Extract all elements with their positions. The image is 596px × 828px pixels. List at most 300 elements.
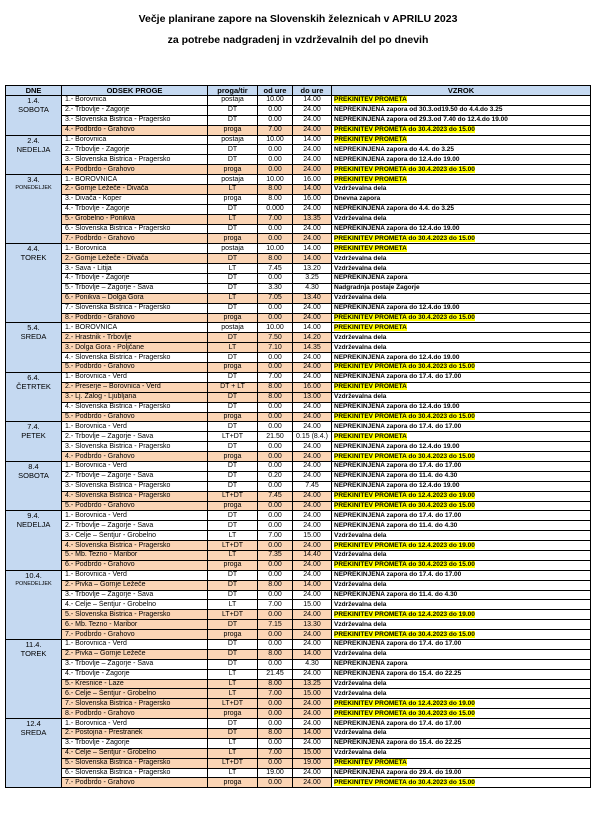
- header-proga: proga/tir: [208, 86, 258, 96]
- table-row: [6, 531, 591, 541]
- reason-text: NEPREKINJENA zapora do 17.4. do 17.00: [334, 571, 462, 579]
- track-cell: LT: [208, 748, 258, 758]
- table-header-row: [6, 86, 591, 96]
- section-cell: 4.- Podbrdo - Grahovo: [62, 165, 208, 175]
- track-cell: DT: [208, 372, 258, 382]
- reason-cell: [332, 768, 591, 778]
- track-cell: DT: [208, 590, 258, 600]
- track-cell: LT+DT: [208, 541, 258, 551]
- to-time-cell: 14.35: [293, 343, 332, 353]
- track-cell: proga: [208, 412, 258, 422]
- to-time-cell: 24.00: [293, 738, 332, 748]
- day-date: 6.4.: [27, 372, 40, 382]
- track-cell: DT: [208, 422, 258, 432]
- table-row: [6, 155, 591, 165]
- table-row: [6, 165, 591, 175]
- reason-text: PREKINITEV PROMETA do 30.4.2023 do 15.00: [334, 234, 475, 242]
- reason-text: NEPREKINJENA zapora: [334, 660, 408, 668]
- from-time-cell: 0.00: [258, 313, 293, 323]
- reason-cell: [332, 224, 591, 234]
- reason-cell: [332, 521, 591, 531]
- track-cell: LT: [208, 600, 258, 610]
- table-row: [6, 649, 591, 659]
- from-time-cell: 0.00: [258, 570, 293, 580]
- reason-text: NEPREKINJENA zapora do 4.4. do 3.25: [334, 205, 455, 213]
- reason-cell: [332, 452, 591, 462]
- from-time-cell: 7.00: [258, 372, 293, 382]
- reason-text: PREKINITEV PROMETA do 30.4.2023 do 15.00: [334, 126, 475, 134]
- table-row: [6, 669, 591, 679]
- to-time-cell: 13.30: [293, 620, 332, 630]
- from-time-cell: 8.00: [258, 185, 293, 195]
- day-date: 9.4.: [27, 511, 40, 521]
- from-time-cell: 0.00: [258, 303, 293, 313]
- table-row: [6, 392, 591, 402]
- to-time-cell: 14.40: [293, 550, 332, 560]
- track-cell: DT: [208, 570, 258, 580]
- section-cell: 8.- Podbrdo - Grahovo: [62, 709, 208, 719]
- from-time-cell: 0.00: [258, 521, 293, 531]
- to-time-cell: 13.25: [293, 679, 332, 689]
- reason-cell: [332, 165, 591, 175]
- track-cell: LT+DT: [208, 758, 258, 768]
- reason-cell: [332, 353, 591, 363]
- section-cell: 4.- Slovenska Bistrica - Pragersko: [62, 541, 208, 551]
- reason-cell: [332, 541, 591, 551]
- day-name: SREDA: [20, 728, 47, 738]
- from-time-cell: 0.00: [258, 105, 293, 115]
- reason-cell: [332, 96, 591, 106]
- track-cell: DT: [208, 303, 258, 313]
- reason-cell: [332, 175, 591, 185]
- section-cell: 3.- Trbovlje – Zagorje - Sava: [62, 659, 208, 669]
- track-cell: proga: [208, 709, 258, 719]
- section-cell: 1.- Borovnica - Verd: [62, 511, 208, 521]
- reason-text: Vzdrževalna dela: [334, 254, 387, 262]
- from-time-cell: 7.00: [258, 125, 293, 135]
- to-time-cell: 4.30: [293, 283, 332, 293]
- reason-text: NEPREKINJENA zapora od 29.3.od 7.40 do 12.4.do 19.00: [334, 116, 508, 124]
- to-time-cell: 3.25: [293, 274, 332, 284]
- table-row: [6, 511, 591, 521]
- table-row: [6, 105, 591, 115]
- to-time-cell: 14.00: [293, 96, 332, 106]
- reason-cell: [332, 758, 591, 768]
- reason-cell: [332, 709, 591, 719]
- to-time-cell: 16.00: [293, 175, 332, 185]
- reason-text: Vzdrževalna dela: [334, 689, 387, 697]
- reason-text: Vzdrževalna dela: [334, 600, 387, 608]
- reason-text: NEPREKINJENA zapora do 11.4. do 4.30: [334, 472, 458, 480]
- reason-cell: [332, 630, 591, 640]
- day-date: 5.4.: [27, 323, 40, 333]
- from-time-cell: 8.00: [258, 649, 293, 659]
- from-time-cell: 0.00: [258, 363, 293, 373]
- reason-text: PREKINITEV PROMETA do 12.4.2023 do 19.00: [334, 541, 475, 549]
- section-cell: 2.- Trbovlje - Zagorje: [62, 145, 208, 155]
- track-cell: LT: [208, 531, 258, 541]
- reason-text: PREKINITEV PROMETA do 30.4.2023 do 15.00: [334, 630, 475, 638]
- table-row: [6, 738, 591, 748]
- to-time-cell: 13.40: [293, 293, 332, 303]
- section-cell: 4.- Slovenska Bistrica - Pragersko: [62, 353, 208, 363]
- reason-cell: [332, 491, 591, 501]
- day-cell: [6, 639, 62, 718]
- table-row: [6, 234, 591, 244]
- track-cell: LT: [208, 185, 258, 195]
- table-row: [6, 313, 591, 323]
- closures-table: [5, 85, 591, 788]
- reason-text: Vzdrževalna dela: [334, 531, 387, 539]
- track-cell: DT: [208, 204, 258, 214]
- header-odsek: ODSEK PROGE: [62, 86, 208, 96]
- reason-cell: [332, 125, 591, 135]
- to-time-cell: 24.00: [293, 511, 332, 521]
- reason-cell: [332, 283, 591, 293]
- section-cell: 1.- Borovnica - Verd: [62, 719, 208, 729]
- reason-cell: [332, 194, 591, 204]
- from-time-cell: 0.00: [258, 461, 293, 471]
- track-cell: DT: [208, 639, 258, 649]
- table-row: [6, 491, 591, 501]
- section-cell: 7.- Podbrdo - Grahovo: [62, 778, 208, 788]
- from-time-cell: 7.00: [258, 689, 293, 699]
- table-row: [6, 729, 591, 739]
- track-cell: DT: [208, 283, 258, 293]
- reason-cell: [332, 254, 591, 264]
- reason-cell: [332, 679, 591, 689]
- section-cell: 2.- Trbovlje – Zagorje - Sava: [62, 471, 208, 481]
- track-cell: postaja: [208, 175, 258, 185]
- reason-cell: [332, 293, 591, 303]
- reason-text: PREKINITEV PROMETA do 12.4.2023 do 19.00: [334, 492, 475, 500]
- reason-cell: [332, 363, 591, 373]
- reason-cell: [332, 729, 591, 739]
- reason-text: PREKINITEV PROMETA do 12.4.2023 do 19.00: [334, 610, 475, 618]
- from-time-cell: 0.00: [258, 481, 293, 491]
- table-row: [6, 709, 591, 719]
- day-date: 1.4.: [27, 96, 40, 105]
- table-row: [6, 363, 591, 373]
- reason-cell: [332, 313, 591, 323]
- section-cell: 1.- BOROVNICA: [62, 175, 208, 185]
- from-time-cell: 8.00: [258, 254, 293, 264]
- to-time-cell: 14.00: [293, 323, 332, 333]
- day-name: NEDELJA: [16, 144, 51, 154]
- to-time-cell: 19.00: [293, 758, 332, 768]
- table-row: [6, 452, 591, 462]
- table-row: [6, 194, 591, 204]
- from-time-cell: 0.00: [258, 145, 293, 155]
- section-cell: 3.- Divača - Koper: [62, 194, 208, 204]
- reason-text: PREKINITEV PROMETA do 30.4.2023 do 15.00: [334, 452, 475, 460]
- to-time-cell: 24.00: [293, 363, 332, 373]
- section-cell: 3.- Dolga Gora - Poljčane: [62, 343, 208, 353]
- from-time-cell: 0.00: [258, 115, 293, 125]
- section-cell: 5.- Podbrdo - Grahovo: [62, 363, 208, 373]
- reason-cell: [332, 234, 591, 244]
- to-time-cell: 24.00: [293, 224, 332, 234]
- reason-cell: [332, 333, 591, 343]
- section-cell: 5.- Podbrdo - Grahovo: [62, 412, 208, 422]
- reason-cell: [332, 214, 591, 224]
- reason-text: PREKINITEV PROMETA do 30.4.2023 do 15.00: [334, 412, 475, 420]
- day-name: PONEDELJEK: [15, 185, 52, 192]
- track-cell: DT: [208, 620, 258, 630]
- track-cell: DT: [208, 115, 258, 125]
- section-cell: 3.- Trbovlje – Zagorje - Sava: [62, 590, 208, 600]
- to-time-cell: 24.00: [293, 165, 332, 175]
- table-row: [6, 541, 591, 551]
- table-row: [6, 214, 591, 224]
- section-cell: 5.- Podbrdo - Grahovo: [62, 501, 208, 511]
- day-cell: [6, 244, 62, 323]
- reason-cell: [332, 303, 591, 313]
- day-cell: [6, 422, 62, 462]
- from-time-cell: 0.00: [258, 738, 293, 748]
- track-cell: DT: [208, 274, 258, 284]
- reason-cell: [332, 115, 591, 125]
- track-cell: DT: [208, 719, 258, 729]
- track-cell: DT: [208, 659, 258, 669]
- day-date: 11.4.: [25, 639, 42, 649]
- table-row: [6, 402, 591, 412]
- section-cell: 3.- Slovenska Bistrica - Pragersko: [62, 155, 208, 165]
- track-cell: LT: [208, 293, 258, 303]
- day-date: 3.4.: [27, 175, 40, 185]
- section-cell: 5.- Trbovlje – Zagorje - Sava: [62, 283, 208, 293]
- table-row: [6, 758, 591, 768]
- table-row: [6, 689, 591, 699]
- section-cell: 4.- Celje – Šentjur - Grobelno: [62, 748, 208, 758]
- reason-cell: [332, 471, 591, 481]
- reason-cell: [332, 580, 591, 590]
- from-time-cell: 7.45: [258, 491, 293, 501]
- reason-text: PREKINITEV PROMETA do 30.4.2023 do 15.00: [334, 165, 475, 173]
- section-cell: 6.- Slovenska Bistrica - Pragersko: [62, 768, 208, 778]
- reason-text: PREKINITEV PROMETA: [334, 759, 407, 767]
- section-cell: 6.- Slovenska Bistrica - Pragersko: [62, 224, 208, 234]
- to-time-cell: 24.00: [293, 145, 332, 155]
- reason-cell: [332, 145, 591, 155]
- reason-text: Vzdrževalna dela: [334, 581, 387, 589]
- section-cell: 7.- Slovenska Bistrica - Pragersko: [62, 699, 208, 709]
- section-cell: 3.- Lj. Zalog - Ljubljana: [62, 392, 208, 402]
- day-cell: [6, 175, 62, 244]
- table-row: [6, 719, 591, 729]
- to-time-cell: 24.00: [293, 115, 332, 125]
- to-time-cell: 24.00: [293, 521, 332, 531]
- table-row: [6, 372, 591, 382]
- section-cell: 2.- Gornje Ležeče - Divača: [62, 254, 208, 264]
- track-cell: proga: [208, 165, 258, 175]
- track-cell: LT+DT: [208, 432, 258, 442]
- reason-text: NEPREKINJENA zapora do 12.4.do 19.00: [334, 304, 460, 312]
- day-name: PETEK: [21, 431, 46, 441]
- from-time-cell: 3.30: [258, 283, 293, 293]
- track-cell: LT: [208, 550, 258, 560]
- reason-text: PREKINITEV PROMETA do 30.4.2023 do 15.00: [334, 314, 475, 322]
- from-time-cell: 7.15: [258, 620, 293, 630]
- document-subtitle: za potrebe nadgradenj in vzdrževalnih del po dnevih: [167, 34, 429, 46]
- track-cell: DT: [208, 402, 258, 412]
- table-row: [6, 699, 591, 709]
- to-time-cell: 24.00: [293, 412, 332, 422]
- day-date: 10.4.: [25, 570, 42, 580]
- section-cell: 6.- Ponikva – Dolga Gora: [62, 293, 208, 303]
- day-cell: [6, 135, 62, 175]
- from-time-cell: 0.00: [258, 155, 293, 165]
- day-cell: [6, 323, 62, 372]
- to-time-cell: 24.00: [293, 471, 332, 481]
- to-time-cell: 16.00: [293, 194, 332, 204]
- reason-cell: [332, 244, 591, 254]
- table-row: [6, 333, 591, 343]
- to-time-cell: 24.00: [293, 709, 332, 719]
- reason-text: NEPREKINJENA zapora do 12.4.do 19.00: [334, 225, 460, 233]
- reason-text: PREKINITEV PROMETA do 30.4.2023 do 15.00: [334, 501, 475, 509]
- day-cell: [6, 511, 62, 570]
- table-row: [6, 115, 591, 125]
- reason-text: Vzdrževalna dela: [334, 749, 387, 757]
- reason-text: Vzdrževalna dela: [334, 343, 387, 351]
- to-time-cell: 24.00: [293, 155, 332, 165]
- to-time-cell: 24.00: [293, 442, 332, 452]
- track-cell: proga: [208, 125, 258, 135]
- section-cell: 1.- Borovnica - Verd: [62, 639, 208, 649]
- day-date: 4.4.: [27, 244, 40, 254]
- to-time-cell: 13.20: [293, 264, 332, 274]
- table-row: [6, 382, 591, 392]
- reason-text: NEPREKINJENA zapora do 29.4. do 19.00: [334, 769, 462, 776]
- day-date: 7.4.: [27, 422, 40, 432]
- reason-cell: [332, 719, 591, 729]
- to-time-cell: 24.00: [293, 768, 332, 778]
- to-time-cell: 24.00: [293, 699, 332, 709]
- reason-text: Vzdrževalna dela: [334, 264, 387, 272]
- from-time-cell: 0.00: [258, 165, 293, 175]
- section-cell: 2.- Pivka – Gornje Ležeče: [62, 649, 208, 659]
- track-cell: DT: [208, 254, 258, 264]
- from-time-cell: 0.00: [258, 719, 293, 729]
- day-date: 2.4.: [27, 135, 40, 145]
- day-name: ČETRTEK: [16, 381, 51, 391]
- reason-cell: [332, 639, 591, 649]
- from-time-cell: 0.00: [258, 353, 293, 363]
- to-time-cell: 0.15 (8.4.): [293, 432, 332, 442]
- to-time-cell: 24.00: [293, 234, 332, 244]
- section-cell: 7.- Slovenska Bistrica - Pragersko: [62, 303, 208, 313]
- section-cell: 6.- Podbrdo - Grahovo: [62, 560, 208, 570]
- reason-text: Vzdrževalna dela: [334, 333, 387, 341]
- to-time-cell: 15.00: [293, 689, 332, 699]
- day-name: TOREK: [20, 253, 47, 263]
- reason-cell: [332, 392, 591, 402]
- reason-cell: [332, 274, 591, 284]
- header-vzrok: VZROK: [332, 86, 591, 96]
- from-time-cell: 7.00: [258, 748, 293, 758]
- track-cell: DT: [208, 461, 258, 471]
- from-time-cell: 8.00: [258, 679, 293, 689]
- table-row: [6, 96, 591, 106]
- day-name: SREDA: [20, 332, 47, 342]
- table-row: [6, 481, 591, 491]
- table-row: [6, 185, 591, 195]
- reason-cell: [332, 669, 591, 679]
- table-row: [6, 778, 591, 788]
- track-cell: proga: [208, 560, 258, 570]
- day-cell: [6, 372, 62, 421]
- track-cell: LT: [208, 669, 258, 679]
- header-do: do ure: [293, 86, 332, 96]
- reason-cell: [332, 699, 591, 709]
- to-time-cell: 14.00: [293, 729, 332, 739]
- section-cell: 1.- Borovnica: [62, 96, 208, 106]
- from-time-cell: 0.00: [258, 442, 293, 452]
- section-cell: 1.- BOROVNICA: [62, 323, 208, 333]
- section-cell: 3.- Sava - Litija: [62, 264, 208, 274]
- reason-cell: [332, 105, 591, 115]
- from-time-cell: 8.00: [258, 382, 293, 392]
- section-cell: 2.- Postojna - Prestranek: [62, 729, 208, 739]
- from-time-cell: 10.00: [258, 323, 293, 333]
- section-cell: 4.- Trbovlje - Zagorje: [62, 204, 208, 214]
- section-cell: 2.- Trbovlje – Zagorje - Sava: [62, 432, 208, 442]
- section-cell: 3.- Slovenska Bistrica - Pragersko: [62, 481, 208, 491]
- reason-text: PREKINITEV PROMETA: [334, 383, 407, 391]
- section-cell: 2.- Pivka – Gornje Ležeče: [62, 580, 208, 590]
- table-row: [6, 264, 591, 274]
- reason-cell: [332, 264, 591, 274]
- to-time-cell: 14.00: [293, 244, 332, 254]
- to-time-cell: 24.00: [293, 590, 332, 600]
- to-time-cell: 24.00: [293, 372, 332, 382]
- reason-text: Dnevna zapora: [334, 195, 381, 203]
- reason-cell: [332, 412, 591, 422]
- track-cell: DT: [208, 353, 258, 363]
- section-cell: 1.- Borovnica - Verd: [62, 461, 208, 471]
- from-time-cell: 10.00: [258, 135, 293, 145]
- reason-cell: [332, 135, 591, 145]
- track-cell: DT: [208, 481, 258, 491]
- section-cell: 4.- Slovenska Bistrica - Pragersko: [62, 491, 208, 501]
- from-time-cell: 0.00: [258, 452, 293, 462]
- section-cell: 1.- Borovnica - Verd: [62, 372, 208, 382]
- table-row: [6, 135, 591, 145]
- reason-text: NEPREKINJENA zapora do 12.4.do 19.00: [334, 442, 460, 450]
- reason-cell: [332, 155, 591, 165]
- section-cell: 8.- Podbrdo - Grahovo: [62, 313, 208, 323]
- table-row: [6, 748, 591, 758]
- table-row: [6, 471, 591, 481]
- table-row: [6, 570, 591, 580]
- table-row: [6, 560, 591, 570]
- track-cell: DT: [208, 145, 258, 155]
- from-time-cell: 21.45: [258, 669, 293, 679]
- to-time-cell: 24.00: [293, 125, 332, 135]
- from-time-cell: 7.50: [258, 333, 293, 343]
- reason-text: Vzdrževalna dela: [334, 551, 387, 559]
- section-cell: 4.- Podbrdo - Grahovo: [62, 125, 208, 135]
- table-row: [6, 145, 591, 155]
- to-time-cell: 24.00: [293, 630, 332, 640]
- table-row: [6, 768, 591, 778]
- to-time-cell: 24.00: [293, 560, 332, 570]
- table-row: [6, 550, 591, 560]
- section-cell: 3.- Slovenska Bistrica - Pragersko: [62, 115, 208, 125]
- table-row: [6, 175, 591, 185]
- from-time-cell: 0.00: [258, 412, 293, 422]
